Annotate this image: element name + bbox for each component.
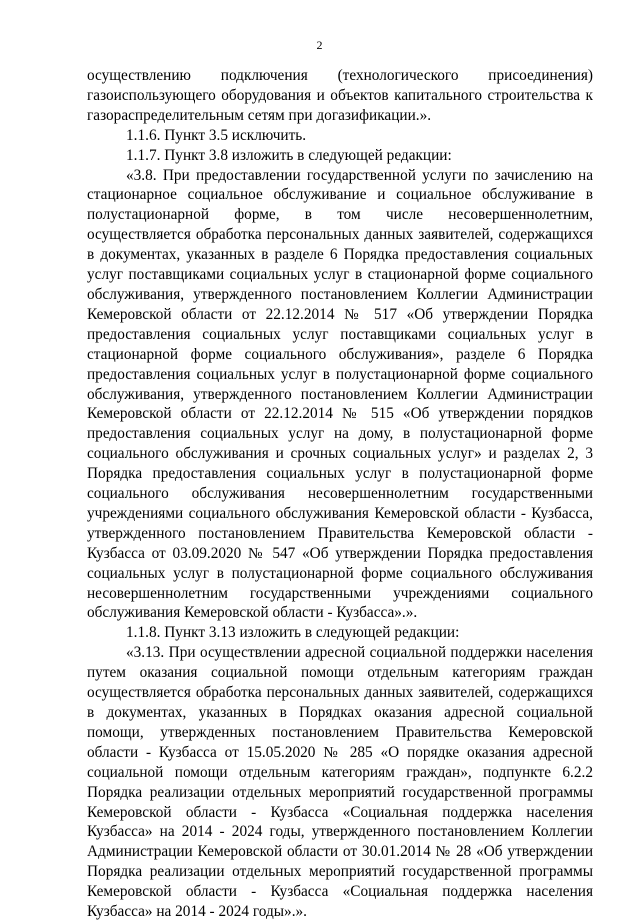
document-body (87, 66, 593, 922)
paragraph-item-1-1-6: 1.1.6. Пункт 3.5 исключить. (126, 126, 307, 144)
paragraph-clause-3-8: «3.8. При предоставлении государственной услуги по зачислению на стационарное социальное обслуживание и социальное обслуживание в полустационарной форме, в том числе несовершеннолетним, осуществляется обработка персональных данных заявителей, содержащихся в документах, указанных в разделе 6 Порядка предоставления социальных услуг поставщиками социальных услуг в стационарной форме социального обслуживания, утвержденного постановлением Коллегии Администрации Кемеровской области от 22.12.2014 № 517 «Об утверждении Порядка предоставления социальных услуг поставщиками социальных услуг в стационарной форме социального обслуживания», разделе 6 Порядка предоставления социальных услуг в полустационарной форме социального обслуживания, утвержденного постановлением Коллегии Администрации Кемеровской области от 22.12.2014 № 515 «Об утверждении порядков предоставления социальных услуг на дому, в полустационарной форме социального обслуживания и срочных социальных услуг» и разделах 2, 3 Порядка предоставления социальных услуг в полустационарной форме социального обслуживания несовершеннолетним государственными учреждениями социального обслуживания Кемеровской области - Кузбасса, утвержденного постановлением Правительства Кемеровской области - Кузбасса от 03.09.2020 № 547 «Об утверждении Порядка предоставления социальных услуг в полустационарной форме социального обслуживания несовершеннолетним государственными учреждениями социального обслуживания Кемеровской области - Кузбасса».». (87, 166, 593, 622)
paragraph-continuation: осуществлению подключения (технологического присоединения) газоиспользующего оборудования и объектов капитального строительства к газораспределительным сетям при догазификации.». (87, 67, 593, 124)
page-number: 2 (316, 38, 323, 52)
paragraph-clause-3-13: «3.13. При осуществлении адресной социальной поддержки населения путем оказания социальной помощи отдельным категориям граждан осуществляется обработка персональных данных заявителей, содержащихся в документах, указанных в Порядках оказания адресной социальной помощи, утвержденных постановлением Правительства Кемеровской области - Кузбасса от 15.05.2020 № 285 «О порядке оказания адресной социальной помощи отдельным категориям граждан», подпункте 6.2.2 Порядка реализации отдельных мероприятий государственной программы Кемеровской области - Кузбасса «Социальная поддержка населения Кузбасса» на 2014 - 2024 годы, утвержденного постановлением Коллегии Администрации Кемеровской области от 30.01.2014 № 28 «Об утверждении Порядка реализации отдельных мероприятий государственной программы Кемеровской области - Кузбасса «Социальная поддержка населения Кузбасса» на 2014 - 2024 годы».». (87, 644, 593, 921)
paragraph-item-1-1-8: 1.1.8. Пункт 3.13 изложить в следующей редакции: (126, 624, 460, 642)
paragraph-item-1-1-7: 1.1.7. Пункт 3.8 изложить в следующей редакции: (126, 146, 452, 164)
